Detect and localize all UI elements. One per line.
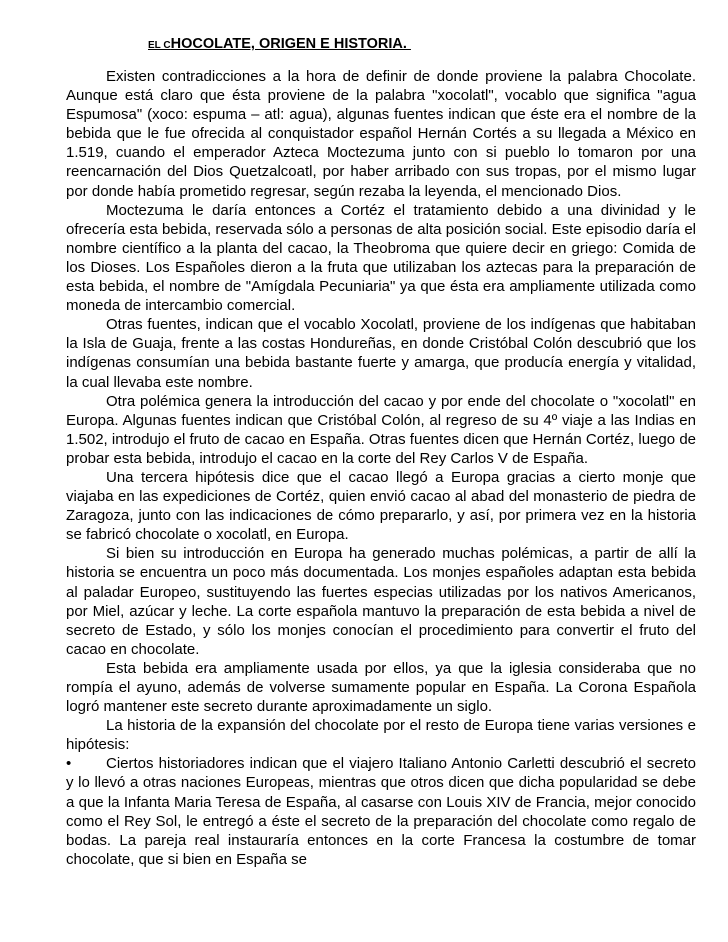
paragraph-3: Otras fuentes, indican que el vocablo Xocolatl, proviene de los indígenas que habitaban la Isla de Guaja, frente a las costas Hondureñas, en donde Cristóbal Colón descubrió que los indígenas consumían una bebida bastante fuerte y amarga, que producía energía y vitalidad, la cual llevaba este nombre. [66, 316, 696, 391]
bullet-item [66, 754, 696, 869]
bullet-text: Ciertos historiadores indican que el viajero Italiano Antonio Carletti descubrió el secreto y lo llevó a otras naciones Europeas, mientras que otros dicen que dicha popularidad se debe a que la Infanta Maria Teresa de España, al casarse con Louis XIV de Francia, mejor conocido como el Rey Sol, le entregó a éste el secreto de la preparación del chocolate como regalo de bodas. La pareja real instauraría entonces en la corte Francesa la costumbre de tomar chocolate, que si bien en España se [66, 755, 696, 868]
document-title [148, 36, 411, 52]
title-prefix: EL C [148, 40, 171, 51]
title-main: HOCOLATE, ORIGEN E HISTORIA. [170, 36, 411, 52]
bullet-mark: • [66, 755, 72, 773]
paragraph-5: Una tercera hipótesis dice que el cacao llegó a Europa gracias a cierto monje que viajaba en las expediciones de Cortéz, quien envió cacao al abad del monasterio de piedra de Zaragoza, junto con las indicaciones de cómo prepararlo, y así, por primera vez en la historia se fabricó chocolate o xocolatl, en Europa. [66, 468, 696, 544]
paragraph-4: Otra polémica genera la introducción del cacao y por ende del chocolate o "xocolatl" en Europa. Algunas fuentes indican que Cristóbal Colón, al regreso de su 4º viaje a las Indias en 1.502, introdujo el fruto de cacao en España. Otras fuentes dicen que Hernán Cortéz, luego de probar esta bebida, introdujo el cacao en la corte del Rey Carlos V de España. [66, 392, 696, 467]
paragraph-7: Esta bebida era ampliamente usada por ellos, ya que la iglesia consideraba que no rompía el ayuno, además de volverse sumamente popular en España. La Corona Española logró mantener este secreto durante aproximadamente un siglo. [66, 659, 696, 716]
paragraph-8: La historia de la expansión del chocolate por el resto de Europa tiene varias versiones e hipótesis: [66, 717, 696, 754]
paragraph-6: Si bien su introducción en Europa ha generado muchas polémicas, a partir de allí la historia se encuentra un poco más documentada. Los monjes españoles adaptan esta bebida al paladar Europeo, sustituyendo las fuertes especias utilizadas por los nativos Americanos, por Miel, azúcar y leche. La corte española mantuvo la preparación de esta bebida a nivel de secreto de Estado, y sólo los monjes conocían el procedimiento para convertir el fruto del cacao en chocolate. [66, 545, 696, 658]
document-body [66, 67, 696, 869]
paragraph-2: Moctezuma le daría entonces a Cortéz el tratamiento debido a una divinidad y le ofrecería esta bebida, reservada sólo a personas de alta posición social. Este episodio daría el nombre científico a la planta del cacao, la Theobroma que quiere decir en griego: Comida de los Dioses. Los Españoles dieron a la fruta que utilizaban los aztecas para la preparación de esta bebida, el nombre de "Amígdala Pecuniaria" ya que ésta era ampliamente utilizada como moneda de intercambio comercial. [66, 201, 696, 315]
paragraph-1: Existen contradicciones a la hora de definir de donde proviene la palabra Chocolate. Aunque está claro que ésta proviene de la palabra "xocolatl", vocablo que significa "agua Espumosa" (xoco: espuma – atl: agua), algunas fuentes indican que éste era el nombre de la bebida que le fue ofrecida al conquistador español Hernán Cortés a su llegada a México en 1.519, cuando el emperador Azteca Moctezuma junto con si pueblo lo tomaron por una reencarnación del Dios Quetzalcoatl, por haber arribado con sus tropas, por el mismo lugar por donde había prometido regresar, según rezaba la leyenda, el mencionado Dios. [66, 68, 696, 200]
